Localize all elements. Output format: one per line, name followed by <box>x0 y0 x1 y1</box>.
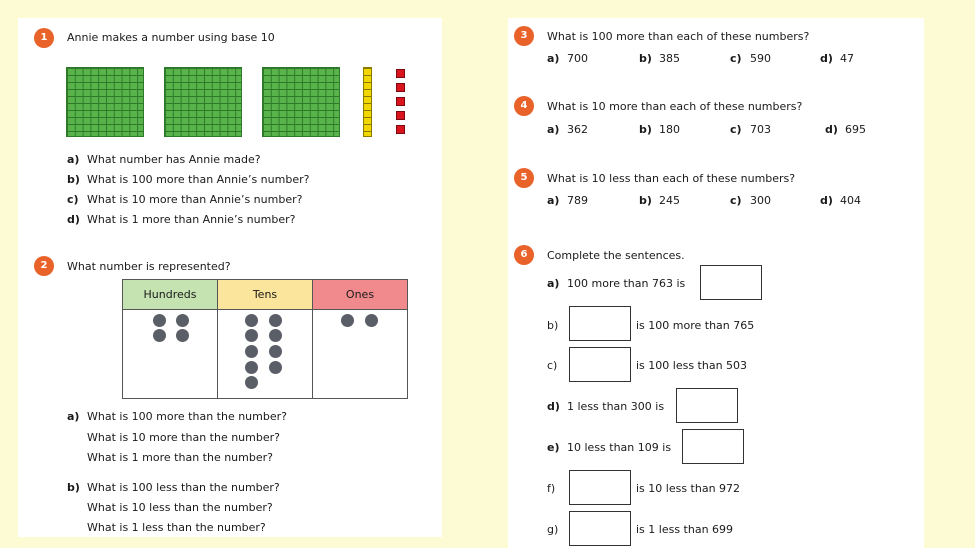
counter <box>365 314 378 327</box>
q5-option-c <box>730 194 771 207</box>
counter <box>245 314 258 327</box>
q3-option-d <box>820 52 854 65</box>
counter <box>153 314 166 327</box>
header-tens: Tens <box>218 280 313 310</box>
answer-box[interactable] <box>569 511 631 546</box>
question-4-text: What is 10 more than each of these numbers? <box>547 100 803 113</box>
q2-part-a-line-3: What is 1 more than the number? <box>87 451 273 464</box>
hundreds-cell <box>123 310 218 399</box>
q3-option-a <box>547 52 588 65</box>
part-label: a) <box>67 410 80 423</box>
hundred-block <box>66 67 144 137</box>
header-ones: Ones <box>313 280 408 310</box>
option-label: a) <box>547 52 560 65</box>
tens-cell <box>218 310 313 399</box>
q4-option-b <box>639 123 680 136</box>
part-text: What number has Annie made? <box>87 153 261 166</box>
q2-part-a <box>67 410 287 423</box>
option-value: 703 <box>750 123 771 136</box>
hundred-block <box>164 67 242 137</box>
q1-part-d <box>67 213 295 226</box>
option-value: 700 <box>567 52 588 65</box>
counter <box>245 361 258 374</box>
option-label: d) <box>820 52 833 65</box>
q6-part-g-text: is 1 less than 699 <box>636 523 734 536</box>
question-number-badge: 4 <box>514 96 534 116</box>
question-number-badge: 1 <box>34 28 54 48</box>
option-label: c) <box>730 194 742 207</box>
q6-part-b-text: is 100 more than 765 <box>636 319 755 332</box>
q3-option-c <box>730 52 771 65</box>
q6-part-f-text: is 10 less than 972 <box>636 482 741 495</box>
q6-part-d <box>547 400 664 413</box>
worksheet-left-panel <box>18 18 442 537</box>
counter <box>245 345 258 358</box>
q2-part-b-line-2: What is 10 less than the number? <box>87 501 273 514</box>
q5-option-a <box>547 194 588 207</box>
one-cube <box>396 111 405 120</box>
answer-box[interactable] <box>569 470 631 505</box>
sentence-text: 10 less than 109 is <box>567 441 672 454</box>
place-value-table <box>122 279 408 399</box>
question-number-badge: 2 <box>34 256 54 276</box>
option-label: b) <box>639 123 652 136</box>
ten-rod <box>363 67 372 137</box>
q6-part-a <box>547 277 685 290</box>
part-text: What is 1 more than Annie’s number? <box>87 213 296 226</box>
option-value: 245 <box>659 194 680 207</box>
answer-box[interactable] <box>682 429 744 464</box>
part-text: What is 10 more than Annie’s number? <box>87 193 303 206</box>
counter <box>176 329 189 342</box>
q6-part-c-text: is 100 less than 503 <box>636 359 748 372</box>
worksheet-right-panel <box>508 18 924 548</box>
q6-part-b-label: b) <box>547 319 559 332</box>
option-label: b) <box>639 52 652 65</box>
part-label: e) <box>547 441 560 454</box>
option-label: a) <box>547 194 560 207</box>
header-hundreds: Hundreds <box>123 280 218 310</box>
part-text: What is 100 less than the number? <box>87 481 280 494</box>
answer-box[interactable] <box>569 306 631 341</box>
question-6-text: Complete the sentences. <box>547 249 685 262</box>
option-label: a) <box>547 123 560 136</box>
option-label: c) <box>730 123 742 136</box>
option-value: 362 <box>567 123 588 136</box>
ones-cell <box>313 310 408 399</box>
q1-part-b <box>67 173 309 186</box>
counter <box>341 314 354 327</box>
option-value: 385 <box>659 52 680 65</box>
part-label: b) <box>67 481 80 494</box>
counter <box>245 329 258 342</box>
q2-part-a-line-2: What is 10 more than the number? <box>87 431 280 444</box>
answer-box[interactable] <box>676 388 738 423</box>
part-label: a) <box>67 153 80 166</box>
question-number-badge: 6 <box>514 245 534 265</box>
q3-option-b <box>639 52 680 65</box>
part-label: c) <box>67 193 79 206</box>
part-text: What is 100 more than the number? <box>87 410 287 423</box>
question-3-text: What is 100 more than each of these numbers? <box>547 30 810 43</box>
option-label: d) <box>820 194 833 207</box>
question-2-text: What number is represented? <box>67 260 231 273</box>
question-5-text: What is 10 less than each of these numbers? <box>547 172 796 185</box>
q2-part-b-line-3: What is 1 less than the number? <box>87 521 266 534</box>
sentence-text: 100 more than 763 is <box>567 277 686 290</box>
q5-option-b <box>639 194 680 207</box>
question-number-badge: 3 <box>514 26 534 46</box>
option-label: d) <box>825 123 838 136</box>
one-cube <box>396 83 405 92</box>
option-value: 300 <box>750 194 771 207</box>
q1-part-c <box>67 193 302 206</box>
q6-part-c-label: c) <box>547 359 558 372</box>
option-value: 180 <box>659 123 680 136</box>
one-cube <box>396 97 405 106</box>
counter <box>269 361 282 374</box>
q1-part-a <box>67 153 261 166</box>
part-label: d) <box>547 400 560 413</box>
q6-part-e <box>547 441 671 454</box>
option-label: b) <box>639 194 652 207</box>
counter <box>269 329 282 342</box>
option-value: 590 <box>750 52 771 65</box>
q4-option-c <box>730 123 771 136</box>
counter <box>153 329 166 342</box>
option-value: 789 <box>567 194 588 207</box>
part-label: a) <box>547 277 560 290</box>
counter <box>176 314 189 327</box>
q4-option-d <box>825 123 866 136</box>
answer-box[interactable] <box>700 265 762 300</box>
question-1-text: Annie makes a number using base 10 <box>67 31 275 44</box>
option-value: 404 <box>840 194 861 207</box>
one-cube <box>396 69 405 78</box>
q2-part-b <box>67 481 280 494</box>
sentence-text: 1 less than 300 is <box>567 400 665 413</box>
option-label: c) <box>730 52 742 65</box>
counter <box>245 376 258 389</box>
q4-option-a <box>547 123 588 136</box>
q6-part-g-label: g) <box>547 523 559 536</box>
part-label: b) <box>67 173 80 186</box>
option-value: 695 <box>845 123 866 136</box>
answer-box[interactable] <box>569 347 631 382</box>
part-text: What is 100 more than Annie’s number? <box>87 173 310 186</box>
q6-part-f-label: f) <box>547 482 556 495</box>
one-cube <box>396 125 405 134</box>
counter <box>269 345 282 358</box>
q5-option-d <box>820 194 861 207</box>
question-number-badge: 5 <box>514 168 534 188</box>
option-value: 47 <box>840 52 854 65</box>
counter <box>269 314 282 327</box>
hundred-block <box>262 67 340 137</box>
part-label: d) <box>67 213 80 226</box>
